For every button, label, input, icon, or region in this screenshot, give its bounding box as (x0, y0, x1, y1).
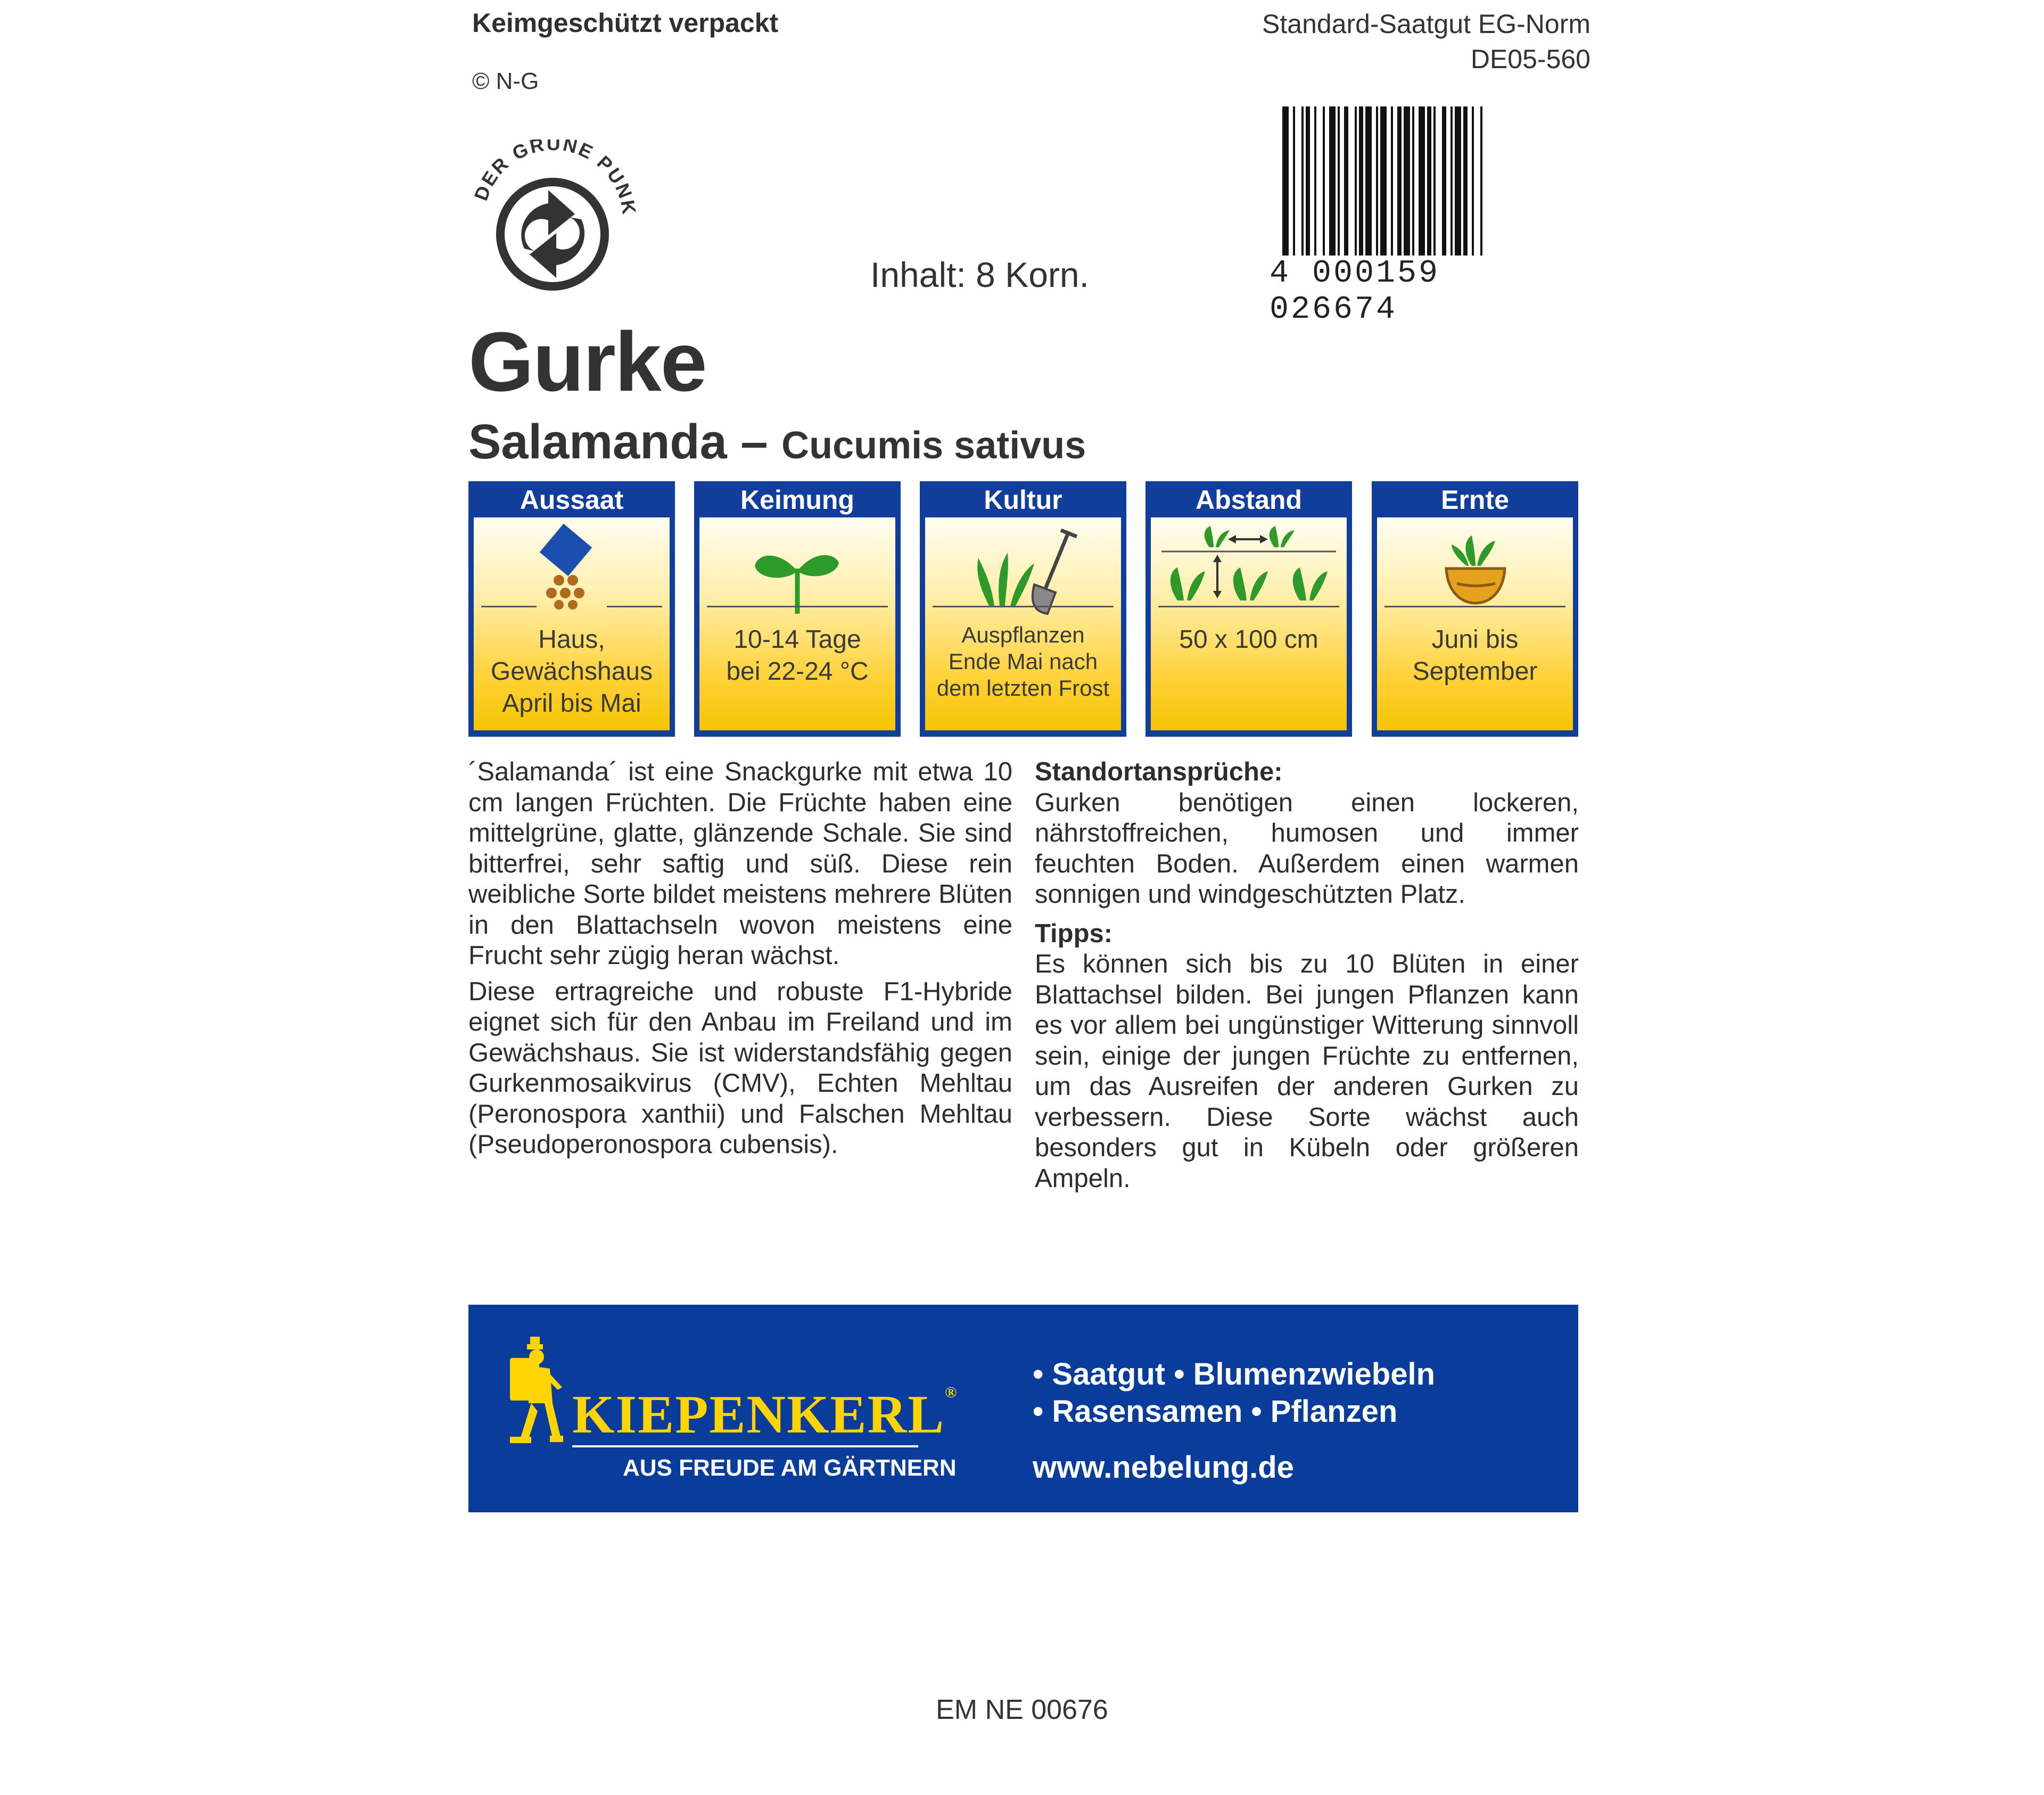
barcode-bar (1338, 106, 1340, 256)
barcode-bar (1365, 106, 1372, 256)
info-line: 10-14 Tage (733, 625, 861, 654)
info-box-sowing (468, 481, 675, 737)
info-box-title: Aussaat (520, 485, 624, 515)
barcode-bar (1355, 106, 1357, 256)
info-box-spacing (1145, 481, 1352, 737)
info-line: 50 x 100 cm (1179, 625, 1318, 654)
copyright-text: © N-G (472, 68, 539, 94)
info-line: dem letzten Frost (936, 676, 1110, 701)
barcode-bar (1480, 106, 1482, 256)
registration-code: DE05-560 (1470, 44, 1590, 74)
info-line: Juni bis (1431, 625, 1519, 654)
soil-line (1384, 606, 1565, 607)
standard-info (1262, 6, 1590, 77)
barcode-bar (1463, 106, 1468, 256)
info-line: September (1412, 657, 1538, 686)
tips-heading: Tipps: (1035, 919, 1113, 948)
info-box-body (925, 517, 1121, 730)
description-column (468, 757, 1012, 1166)
info-box-text (1377, 624, 1573, 688)
green-dot-recycling-icon (468, 139, 639, 294)
barcode-bar (1391, 106, 1393, 256)
info-box-text (1151, 624, 1347, 656)
barcode-bar (1376, 106, 1378, 256)
category-line: • Rasensamen • Pflanzen (1033, 1394, 1398, 1429)
harvest-bowl-icon (1377, 521, 1573, 616)
info-line: Gewächshaus (490, 657, 653, 686)
barcode-bar (1450, 106, 1453, 256)
info-box-body (1151, 517, 1347, 730)
soil-line (933, 606, 1114, 607)
barcode-bar (1306, 106, 1310, 256)
product-title: Gurke (468, 315, 706, 409)
website-link[interactable]: www.nebelung.de (1033, 1450, 1294, 1485)
brand-slogan: AUS FREUDE AM GÄRTNERN (623, 1455, 957, 1481)
site-heading: Standortansprüche: (1035, 757, 1283, 786)
barcode-bar (1404, 106, 1410, 256)
subtitle-dash: – (727, 415, 782, 469)
product-categories (1033, 1356, 1435, 1430)
product-subtitle (468, 414, 1086, 470)
seed-packet-icon (474, 521, 670, 616)
barcode-digits: 4 000159 026674 (1270, 256, 1440, 328)
description-paragraph: Diese ertragreiche und robuste F1-Hybride eignet sich für den Anbau im Freiland und im Gewächshaus. Sie ist widerstandsfähig gegen Gurkenmosaikvirus (CMV), Echten Mehltau (Peronospora xanthii) und Falschen Mehltau (Pseudoperonospora cubensis). (468, 977, 1012, 1159)
seedling-icon (699, 521, 895, 616)
barcode-bar (1329, 106, 1336, 256)
info-box-title: Kultur (984, 485, 1062, 515)
site-text: Gurken benötigen einen lockeren, nährstoffreichen, humosen und immer feuchten Boden. Außerdem einen warmen sonnigen und windgeschützten Platz. (1035, 788, 1579, 909)
soil-line (1158, 606, 1339, 607)
barcode-bar (1472, 106, 1474, 256)
green-dot-logo (468, 139, 639, 294)
barcode-bar (1359, 106, 1363, 256)
info-box-title: Ernte (1441, 485, 1509, 515)
info-box-body (474, 517, 670, 730)
barcode-bar (1301, 106, 1304, 256)
barcode-bar (1412, 106, 1414, 256)
barcode-bar (1314, 106, 1316, 256)
barcode-bar (1282, 106, 1289, 256)
soil-line (707, 606, 888, 607)
info-box-germination (694, 481, 901, 737)
barcode-bar (1380, 106, 1387, 256)
barcode (1270, 102, 1578, 328)
plant-spacing-icon (1151, 521, 1347, 616)
requirements-column (1035, 757, 1579, 1199)
info-line: Haus, (538, 625, 605, 654)
info-box-text (699, 624, 895, 688)
article-code: EM NE 00676 (936, 1694, 1108, 1725)
barcode-bar (1442, 106, 1446, 256)
standard-norm: Standard-Saatgut EG-Norm (1262, 9, 1590, 39)
barcode-bar (1323, 106, 1325, 256)
info-line: bei 22-24 °C (726, 657, 869, 686)
registered-mark: ® (945, 1384, 958, 1401)
kiepenkerl-figure-icon (499, 1337, 563, 1459)
info-line: Ende Mai nach (948, 649, 1098, 674)
barcode-bar (1397, 106, 1402, 256)
info-box-title: Abstand (1196, 485, 1302, 515)
info-line: Auspflanzen (961, 622, 1085, 647)
brand-text: KIEPENKERL (572, 1385, 945, 1445)
tips-text: Es können sich bis zu 10 Blüten in einer Blattachsel bilden. Bei jungen Pflanzen kann es vor allem bei ungünstiger Witterung sinnvoll sein, einige der jungen Früchte zu entfernen, um das Ausreifen der anderen Gurken zu verbessern. Diese Sorte wächst auch besonders gut in Kübeln oder größeren Ampeln. (1035, 950, 1579, 1193)
packaging-note: Keimgeschützt verpackt (472, 8, 779, 38)
brand-divider (572, 1445, 918, 1447)
barcode-bar (1293, 106, 1295, 256)
info-box-text (474, 624, 670, 720)
latin-name: Cucumis sativus (781, 424, 1086, 467)
description-paragraph: ´Salamanda´ ist eine Snackgurke mit etwa 10 cm langen Früchten. Die Früchte haben eine mittelgrüne, glatte, glänzende Schale. Sie sind bitterfrei, sehr saftig und süß. Diese rein weibliche Sorte bildet meistens mehrere Blüten in den Blattachseln wovon meistens eine Frucht sehr zügig heran wächst. (468, 757, 1012, 970)
plant-and-spade-icon (925, 521, 1121, 616)
barcode-bar (1433, 106, 1436, 256)
soil-line (481, 606, 537, 607)
barcode-bar (1344, 106, 1348, 256)
info-box-body (1377, 517, 1573, 730)
info-line: April bis Mai (502, 689, 641, 718)
barcode-bar (1455, 106, 1461, 256)
info-box-harvest (1372, 481, 1578, 737)
barcode-bar (1419, 106, 1425, 256)
info-box-body (699, 517, 895, 730)
svg-text:DER GRÜNE PUNKT: DER GRÜNE PUNK (469, 139, 639, 217)
contents-amount: Inhalt: 8 Korn. (870, 255, 1089, 294)
barcode-bar (1427, 106, 1431, 256)
variety-name: Salamanda (468, 415, 727, 469)
category-line: • Saatgut • Blumenzwiebeln (1033, 1357, 1436, 1391)
soil-line (607, 606, 662, 607)
cultivation-info-row (468, 481, 1578, 737)
info-box-cultivation (920, 481, 1126, 737)
brand-banner (468, 1305, 1578, 1512)
info-box-title: Keimung (740, 485, 854, 515)
brand-name (572, 1384, 958, 1446)
info-box-text (925, 622, 1121, 702)
